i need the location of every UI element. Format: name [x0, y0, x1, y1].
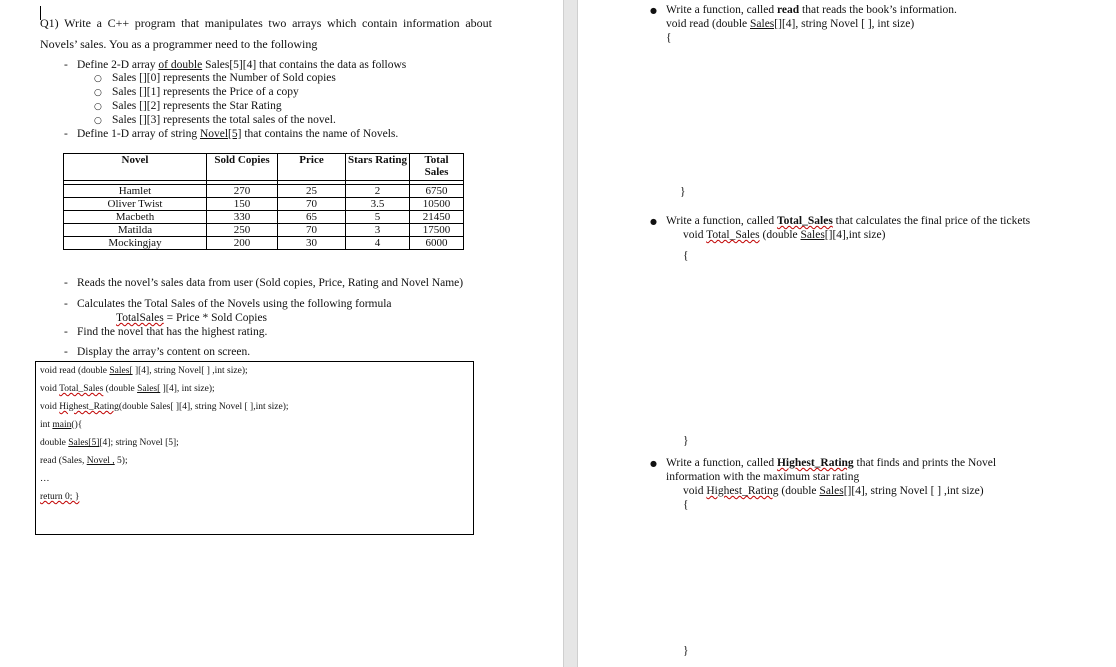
highest-rating-signature — [683, 484, 984, 498]
task-display: Display the array’s content on screen. — [77, 346, 251, 358]
sig-text: (double — [759, 229, 801, 241]
code-text: (){ — [71, 420, 83, 430]
read-close-brace: } — [680, 186, 686, 198]
sig-text: [4], string Novel [ ] ,int size) — [851, 485, 984, 497]
read-open-brace: { — [666, 32, 672, 44]
table-row — [64, 237, 464, 250]
cell-total: 21450 — [410, 211, 464, 224]
code-text-underlined: Novel , — [86, 456, 115, 466]
code-line-call-read — [40, 453, 128, 469]
define-1d-text-post: that contains the name of Novels. — [241, 128, 399, 140]
cell-sold: 150 — [207, 198, 278, 211]
highest-desc-text: Write a function, called — [666, 457, 777, 469]
code-line-total-sales — [40, 381, 215, 397]
code-line-highest-rating — [40, 399, 289, 415]
highest-rating-description-line2: information with the maximum star rating — [666, 471, 860, 483]
cell-rating: 3.5 — [346, 198, 410, 211]
read-desc-text-post: that reads the book’s information. — [799, 4, 957, 16]
define-2d-item — [77, 58, 406, 72]
task-read: Reads the novel’s sales data from user (Sold copies, Price, Rating and Novel Name) — [77, 277, 464, 289]
document-page-right — [577, 0, 1116, 667]
sub-item — [94, 99, 282, 114]
circle-bullet-icon: ○ — [94, 88, 102, 98]
sub-item — [94, 113, 336, 128]
code-line-read — [40, 363, 248, 379]
define-1d-underlined: Novel[5] — [199, 128, 242, 140]
cell-rating: 2 — [346, 185, 410, 198]
bullet-dot-icon: ● — [650, 459, 657, 468]
sub-item-text: Sales [][2] represents the Star Rating — [112, 100, 282, 112]
code-box — [35, 361, 474, 535]
read-desc-bold: read — [776, 4, 800, 16]
header-sold-copies: Sold Copies — [207, 154, 278, 181]
code-text-underlined: Sales[ — [137, 384, 161, 394]
header-novel: Novel — [64, 154, 207, 181]
bullet-dot-icon: ● — [650, 6, 657, 15]
sub-item-text: Sales [][1] represents the Price of a copy — [112, 86, 299, 98]
total-sales-description — [666, 214, 1030, 228]
define-2d-text-post: Sales[5][4] that contains the data as follows — [202, 59, 407, 71]
total-sales-close-brace: } — [683, 435, 689, 447]
cell-total: 10500 — [410, 198, 464, 211]
dash-bullet: - — [64, 298, 68, 310]
dash-bullet: - — [64, 346, 68, 358]
highest-rating-open-brace: { — [683, 499, 689, 511]
cell-total: 17500 — [410, 224, 464, 237]
read-desc-text: Write a function, called — [666, 4, 777, 16]
cell-sold: 200 — [207, 237, 278, 250]
sig-text-underlined: Sales[] — [800, 229, 833, 241]
code-line-return: return 0; } — [40, 492, 80, 502]
circle-bullet-icon: ○ — [94, 74, 102, 84]
cell-price: 30 — [278, 237, 346, 250]
code-text: 5); — [114, 456, 128, 466]
cell-price: 70 — [278, 224, 346, 237]
cell-price: 70 — [278, 198, 346, 211]
code-text-underlined: main — [52, 420, 72, 430]
cell-novel: Mockingjay — [64, 237, 207, 250]
highest-desc-text-post: that finds and prints the Novel — [853, 457, 997, 469]
bullet-dot-icon: ● — [650, 217, 657, 226]
dash-bullet: - — [64, 277, 68, 289]
code-text: int — [40, 420, 53, 430]
table-row — [64, 198, 464, 211]
total-desc-text-post: that calculates the final price of the tickets — [832, 215, 1031, 227]
define-1d-text: Define 1-D array of string — [77, 128, 200, 140]
header-price: Price — [278, 154, 346, 181]
sig-text: void — [683, 485, 707, 497]
code-text: (double — [103, 384, 138, 394]
sig-text: void — [683, 229, 707, 241]
code-text: void read (double — [40, 366, 110, 376]
sig-text-underlined: Sales[] — [750, 18, 782, 30]
header-stars-rating: Stars Rating — [346, 154, 410, 181]
cell-sold: 250 — [207, 224, 278, 237]
table-header-row — [64, 154, 464, 181]
code-text-underlined: Sales[5] — [68, 438, 100, 448]
novels-table — [63, 153, 464, 250]
code-text-underlined: Sales[ — [109, 366, 133, 376]
dash-bullet: - — [64, 326, 68, 338]
cell-novel: Macbeth — [64, 211, 207, 224]
code-text: ][4], string Novel[ ] ,int size); — [132, 366, 248, 376]
dash-bullet: - — [64, 128, 68, 140]
code-line-main — [40, 417, 82, 433]
code-text: void — [40, 402, 60, 412]
sig-text-squiggle: Highest_Rating — [706, 485, 779, 497]
sub-item — [94, 85, 299, 100]
cell-rating: 4 — [346, 237, 410, 250]
header-total-sales: Total Sales — [410, 154, 464, 181]
code-text: read (Sales, — [40, 456, 87, 466]
dash-bullet: - — [64, 59, 68, 71]
table-row — [64, 185, 464, 198]
page-gutter — [563, 0, 578, 667]
cell-price: 25 — [278, 185, 346, 198]
cell-novel: Hamlet — [64, 185, 207, 198]
highest-desc-bold: Highest_Rating — [776, 457, 854, 469]
table-row — [64, 224, 464, 237]
read-signature — [666, 17, 914, 31]
define-1d-item — [77, 127, 398, 141]
sig-text: [4],int size) — [832, 229, 886, 241]
sub-item-text: Sales [][0] represents the Number of Sold copies — [112, 72, 336, 84]
formula-term: TotalSales — [116, 312, 164, 324]
table-row — [64, 211, 464, 224]
code-text-squiggle: Highest_Rating — [59, 402, 119, 412]
sig-text: (double — [778, 485, 820, 497]
task-find: Find the novel that has the highest rating. — [77, 326, 268, 338]
cell-price: 65 — [278, 211, 346, 224]
total-sales-open-brace: { — [683, 250, 689, 262]
code-text: double — [40, 438, 69, 448]
cell-total: 6000 — [410, 237, 464, 250]
define-2d-underlined: of double — [158, 59, 203, 71]
code-text: (double Sales[ ][4], string Novel [ ],int size); — [118, 402, 289, 412]
sig-text-squiggle: Total_Sales — [706, 229, 760, 241]
define-2d-text: Define 2-D array — [77, 59, 159, 71]
circle-bullet-icon: ○ — [94, 102, 102, 112]
code-text: [4]; string Novel [5]; — [99, 438, 179, 448]
code-line-declare — [40, 435, 179, 451]
sig-text: void read (double — [666, 18, 750, 30]
code-text: ][4], int size); — [160, 384, 215, 394]
code-text: void — [40, 384, 60, 394]
sig-text: [4], string Novel [ ], int size) — [781, 18, 915, 30]
highest-rating-description — [666, 456, 996, 470]
sub-item — [94, 71, 336, 86]
circle-bullet-icon: ○ — [94, 116, 102, 126]
formula-rest: = Price * Sold Copies — [163, 312, 268, 324]
sig-text-underlined: Sales[] — [819, 485, 852, 497]
formula — [116, 311, 267, 325]
task-calc: Calculates the Total Sales of the Novels using the following formula — [77, 298, 392, 310]
code-text-squiggle: Total_Sales — [59, 384, 104, 394]
total-sales-signature — [683, 228, 885, 242]
sub-item-text: Sales [][3] represents the total sales of the novel. — [112, 114, 336, 126]
cell-total: 6750 — [410, 185, 464, 198]
highest-rating-close-brace: } — [683, 645, 689, 657]
total-desc-text: Write a function, called — [666, 215, 777, 227]
cell-rating: 5 — [346, 211, 410, 224]
question-continuation: Novels’ sales. You as a programmer need to the following — [40, 37, 318, 51]
total-desc-bold: Total_Sales — [776, 215, 833, 227]
cell-novel: Oliver Twist — [64, 198, 207, 211]
cell-sold: 330 — [207, 211, 278, 224]
cell-novel: Matilda — [64, 224, 207, 237]
cell-sold: 270 — [207, 185, 278, 198]
code-line-ellipsis: … — [40, 474, 50, 484]
question-title: Q1) Write a C++ program that manipulates two arrays which contain information about — [40, 16, 492, 30]
read-description — [666, 3, 957, 17]
cell-rating: 3 — [346, 224, 410, 237]
